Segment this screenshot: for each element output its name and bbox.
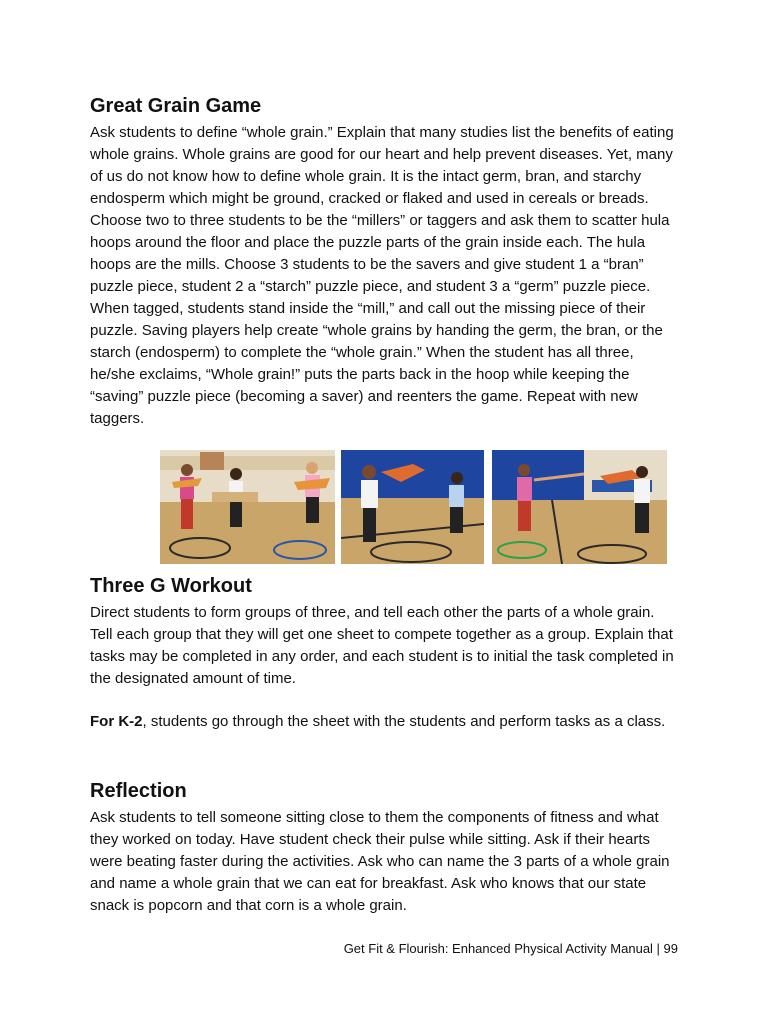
photo-strip bbox=[160, 450, 667, 564]
section-heading-reflection: Reflection bbox=[90, 780, 187, 802]
workout-paragraph: Direct students to form groups of three, and tell each other the parts of a whole grain. Tell each group that they will get one sheet to compete together as a group. Explain that tasks may be completed in any order, and each student is to initial the task completed in the designated amount of time. bbox=[90, 604, 674, 687]
k2-text: , students go through the sheet with the students and perform tasks as a class. bbox=[142, 713, 666, 730]
activity-photo-2 bbox=[341, 450, 484, 564]
activity-photo-3 bbox=[492, 450, 667, 564]
k2-label: For K-2 bbox=[90, 713, 143, 730]
grain-game-paragraph: Ask students to define “whole grain.” Explain that many studies list the benefits of eating whole grains. Whole grains are good for our heart and help prevent diseases. Yet, many of us do not know how to define whole grain. It is the intact germ, bran, and starchy endosperm which might be ground, cracked or flaked and used in cereals or breads. Choose two to three students to be the “millers” or taggers and ask them to scatter hula hoops around the floor and place the puzzle parts of the grain inside each. The hula hoops are the mills. Choose 3 students to be the savers and give student 1 a “bran” puzzle piece, student 2 a “starch” puzzle piece, and student 3 a “germ” puzzle piece. When tagged, students stand inside the “mill,” and call out the missing piece of their puzzle. Saving players help create “whole grains by handing the germ, the bran, or the starch (endosperm) to complete the “whole grain.” When the student has all three, he/she exclaims, “Whole grain!” puts the parts back in the hoop while keeping the “saving” puzzle piece (becoming a saver) and reenters the game. Repeat with new taggers. bbox=[90, 124, 674, 427]
page-footer: Get Fit & Flourish: Enhanced Physical Activity Manual | 99 bbox=[343, 941, 678, 956]
section-heading-workout: Three G Workout bbox=[90, 575, 252, 597]
activity-photo-1 bbox=[160, 450, 335, 564]
k2-paragraph bbox=[90, 711, 680, 733]
section-heading-grain-game: Great Grain Game bbox=[90, 95, 262, 117]
reflection-paragraph: Ask students to tell someone sitting close to them the components of fitness and what they worked on today. Have student check their pulse while sitting. Ask if their hearts were beating faster during the activities. Ask who can name the 3 parts of a whole grain and name a whole grain that we can eat for breakfast. Ask who knows that our state snack is popcorn and that corn is a whole grain. bbox=[90, 809, 670, 914]
